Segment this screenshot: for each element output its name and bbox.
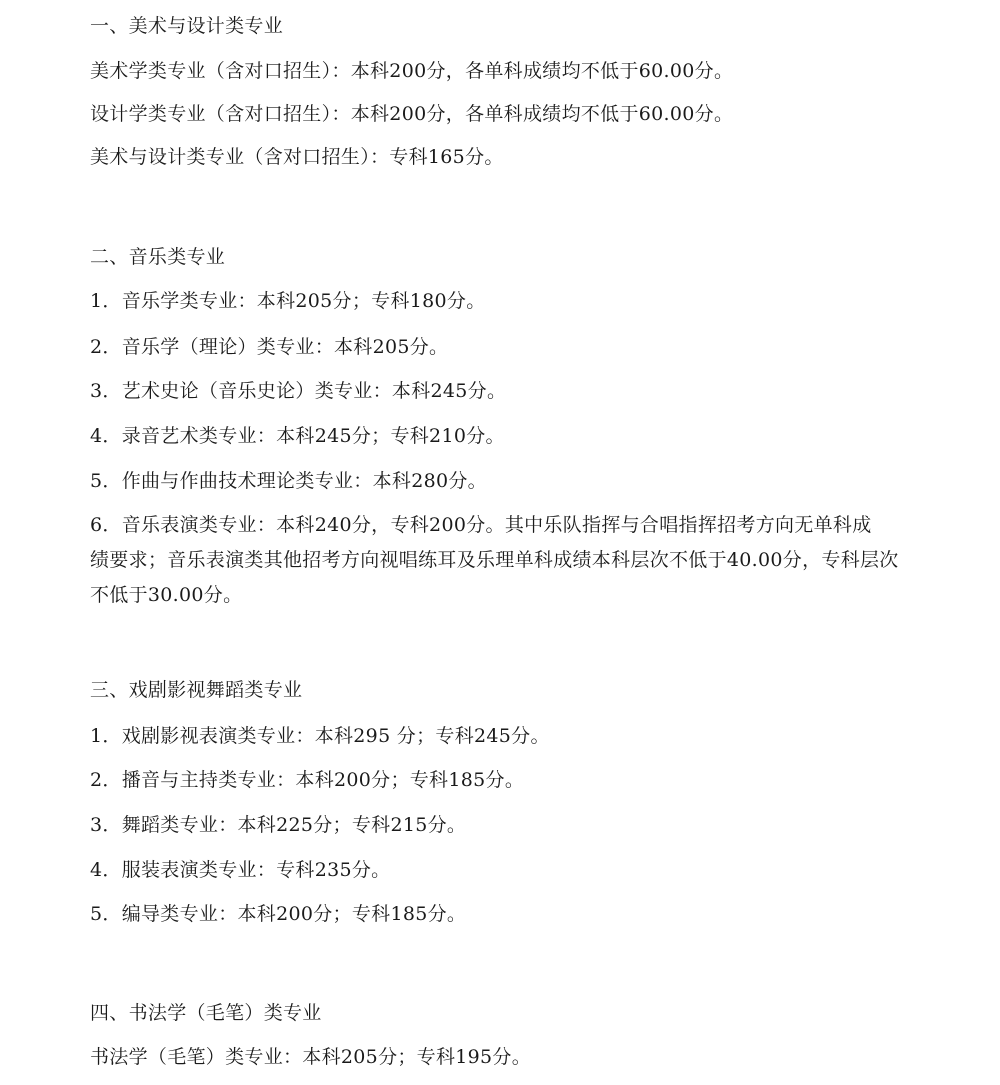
list-item: 3．舞蹈类专业：本科225分；专科215分。: [90, 814, 467, 836]
list-item: 设计学类专业（含对口招生）：本科200分，各单科成绩均不低于60.00分。: [90, 103, 734, 125]
list-item: 4．录音艺术类专业：本科245分；专科210分。: [90, 425, 505, 447]
list-item: 5．作曲与作曲技术理论类专业：本科280分。: [90, 470, 487, 492]
section-heading-music: 二、音乐类专业: [90, 246, 226, 268]
list-item-long-line-2: 绩要求；音乐表演类其他招考方向视唱练耳及乐理单科成绩本科层次不低于40.00分，专科层次: [90, 549, 899, 571]
list-item: 2．播音与主持类专业：本科200分；专科185分。: [90, 769, 525, 791]
list-item: 1．戏剧影视表演类专业：本科295 分；专科245分。: [90, 725, 550, 747]
section-heading-drama-film-dance: 三、戏剧影视舞蹈类专业: [90, 679, 303, 701]
list-item-long-line-1: 6．音乐表演类专业：本科240分，专科200分。其中乐队指挥与合唱指挥招考方向无单科成: [90, 514, 872, 536]
list-item: 2．音乐学（理论）类专业：本科205分。: [90, 336, 449, 358]
list-item: 1．音乐学类专业：本科205分；专科180分。: [90, 290, 486, 312]
section-heading-art-design: 一、美术与设计类专业: [90, 15, 284, 37]
list-item: 5．编导类专业：本科200分；专科185分。: [90, 903, 467, 925]
list-item: 美术与设计类专业（含对口招生）：专科165分。: [90, 146, 504, 168]
list-item: 3．艺术史论（音乐史论）类专业：本科245分。: [90, 380, 507, 402]
list-item: 书法学（毛笔）类专业：本科205分；专科195分。: [90, 1046, 532, 1068]
list-item: 美术学类专业（含对口招生）：本科200分，各单科成绩均不低于60.00分。: [90, 60, 734, 82]
list-item-long-line-3: 不低于30.00分。: [90, 584, 243, 606]
section-heading-calligraphy: 四、书法学（毛笔）类专业: [90, 1002, 322, 1024]
list-item: 4．服装表演类专业：专科235分。: [90, 859, 391, 881]
